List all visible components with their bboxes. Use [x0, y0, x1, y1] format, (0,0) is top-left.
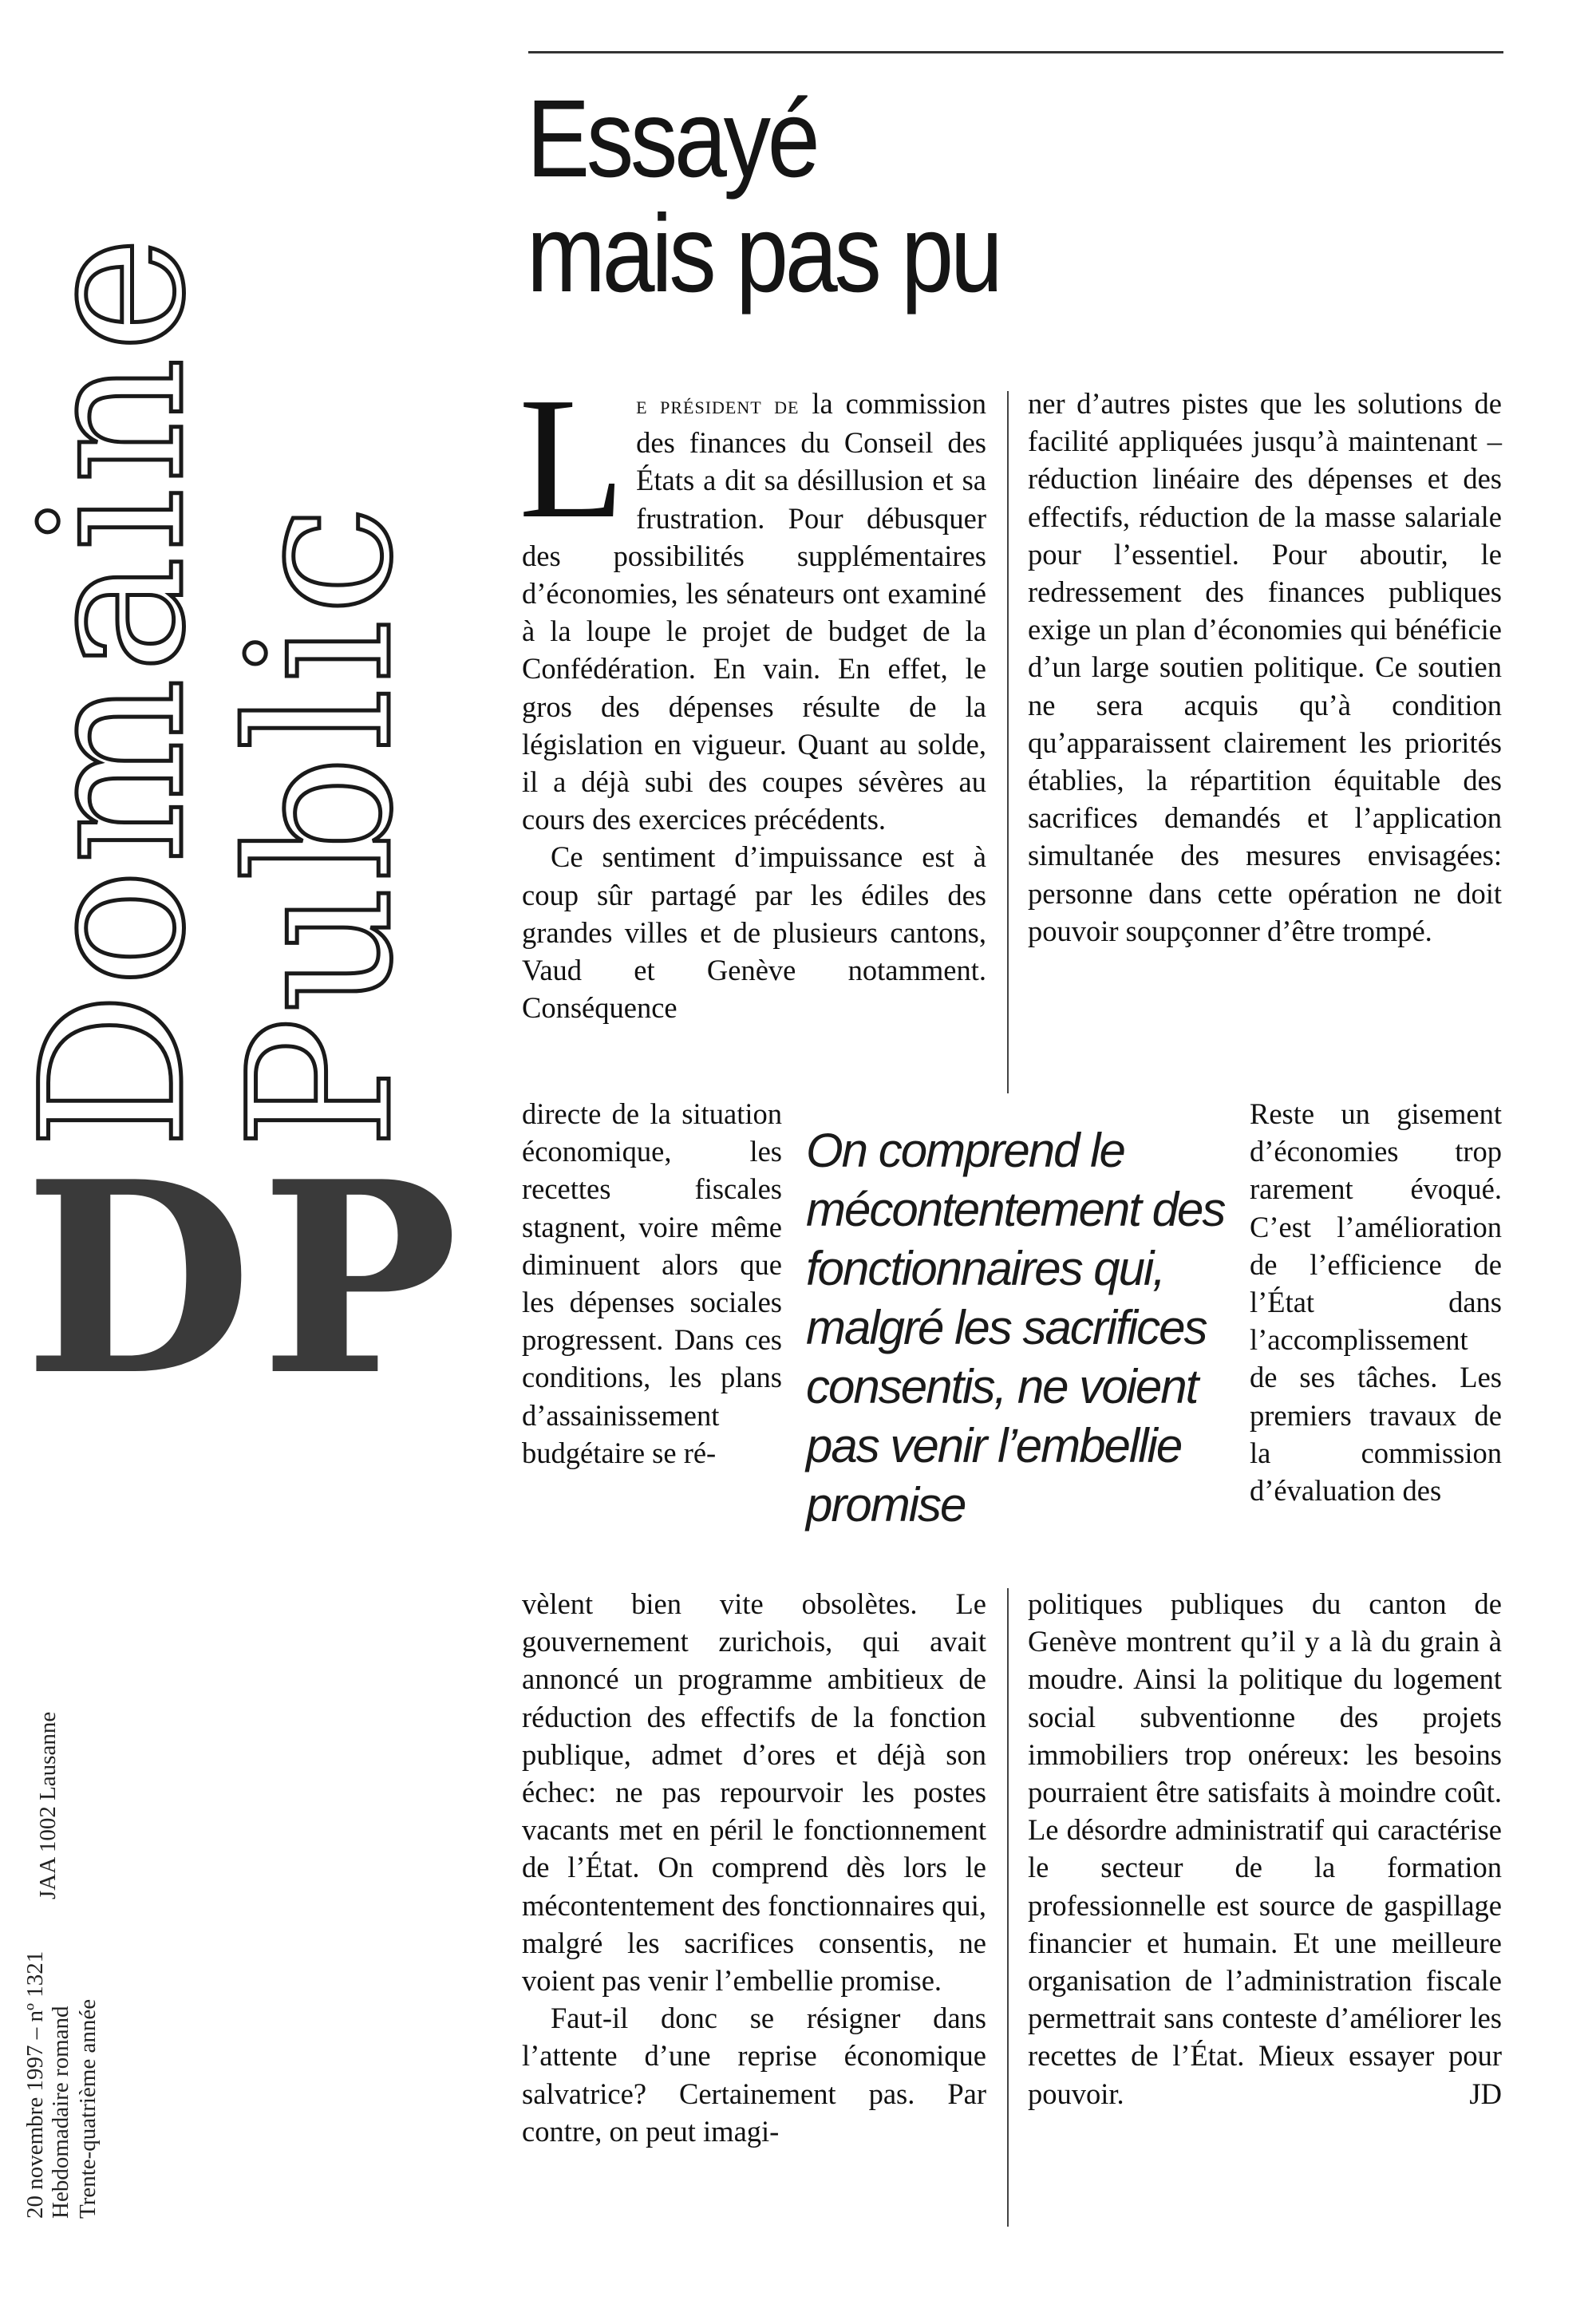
article-title — [527, 77, 1350, 315]
postal-code: JAA 1002 Lausanne — [35, 1711, 61, 1899]
masthead — [0, 0, 511, 2324]
publication-type: Hebdomadaire romand — [48, 2006, 73, 2219]
smallcaps-lead: e président de — [636, 391, 800, 419]
pull-quote: On comprend le mécontentement des fonctionnaires qui, malgré les sacrifices consentis, ne voient pas venir l’embellie promise — [806, 1124, 1225, 1532]
top-rule — [528, 51, 1503, 53]
author-signature: JD — [1469, 2077, 1502, 2110]
column-right-narrow: Reste un gisement d’économies trop rarement évoqué. C’est l’amélioration de l’efficience de l’État dans l’accomplissement de ses tâches. Les premiers travaux de la commission d’évaluation des — [1250, 1097, 1502, 1508]
masthead-title-public: Public — [207, 500, 436, 1149]
paragraph-2-start: Ce sentiment d’impuissance est à coup sûr partagé par les édiles des grandes villes et de plusieurs cantons, Vaud et Genève notamment. Conséquence — [522, 840, 986, 1025]
column-left-narrow: directe de la situation économique, les recettes fiscales stagnent, voire même diminuent alors que les dépenses sociales progressent. Dans ces conditions, les plans d’assainissement budgétaire se ré- — [522, 1097, 782, 1469]
paragraph-1-text: la commission des finances du Conseil des États a dit sa désillusion et sa frustration. Pour débusquer des possibilités supplémentaires d’économies, les sénateurs ont examiné à la loupe le projet de budget de la Confédération. En vain. En effet, le gros des dépenses résulte de la législation en vigueur. Quant au solde, il a déjà subi des coupes sévères au cours des exercices précédents. — [522, 387, 987, 836]
column-right-bottom — [1028, 1585, 1502, 2113]
column-left-bottom — [522, 1585, 986, 2150]
paragraph-3: Faut-il donc se résigner dans l’attente d’une reprise économique salvatrice? Certainement pas. Par contre, on peut imagi- — [522, 2002, 986, 2148]
paragraph-5 — [1028, 1585, 1502, 2113]
column-left-top — [519, 362, 987, 1026]
paragraph-5-text: politiques publiques du canton de Genève montrent qu’il y a là du grain à moudre. Ainsi la politique du logement social subventionne des projets immobiliers trop onéreux: les besoins pourraient être satisfaits à moindre coût. Le désordre administratif qui caractérise le secteur de la formation professionnelle est source de gaspillage financier et humain. Et une meilleure organisation de l’administration fiscale permettrait sans conteste d’améliorer les recettes de l’État. Mieux essayer pour pouvoir. — [1028, 1587, 1502, 2110]
drop-cap: L — [519, 362, 626, 555]
title-line-1: Essayé — [527, 77, 817, 200]
dp-logo: DP — [24, 1124, 467, 1433]
column-divider-top — [1007, 391, 1009, 1093]
masthead-title-domaine: Domaine — [0, 231, 228, 1149]
title-line-2: mais pas pu — [527, 192, 1000, 315]
paragraph-2-continued: vèlent bien vite obsolètes. Le gouvernement zurichois, qui avait annoncé un programme ambitieux de réduction des effectifs de la fonction publique, admet d’ores et déjà son échec: ne pas repourvoir les postes vacants met en péril le fonctionnement de l’État. On comprend dès lors le mécontentement des fonctionnaires qui, malgré les sacrifices consentis, ne voient pas venir l’embellie promise. — [522, 1587, 986, 1998]
column-right-top — [1028, 385, 1502, 950]
paragraph-4: ner d’autres pistes que les solutions de facilité appliquées jusqu’à maintenant – réduction linéaire des dépenses et des effectifs, réduction de la masse salariale pour l’essentiel. Pour aboutir, le redressement des finances publiques exige un plan d’économies qui bénéficie d’un large soutien politique. Ce soutien ne sera acquis qu’à condition qu’apparaissent clairement les priorités établies, la répartition équitable des sacrifices demandés et l’application simultanée des mesures envisagées: personne dans cette opération ne doit pouvoir soupçonner d’être trompé. — [1028, 387, 1502, 947]
publication-year: Trente-quatrième année — [75, 1998, 101, 2219]
issue-date-number: 20 novembre 1997 – nº 1321 — [22, 1951, 48, 2219]
column-divider-bottom — [1007, 1588, 1009, 2227]
paragraph-1 — [519, 362, 987, 838]
